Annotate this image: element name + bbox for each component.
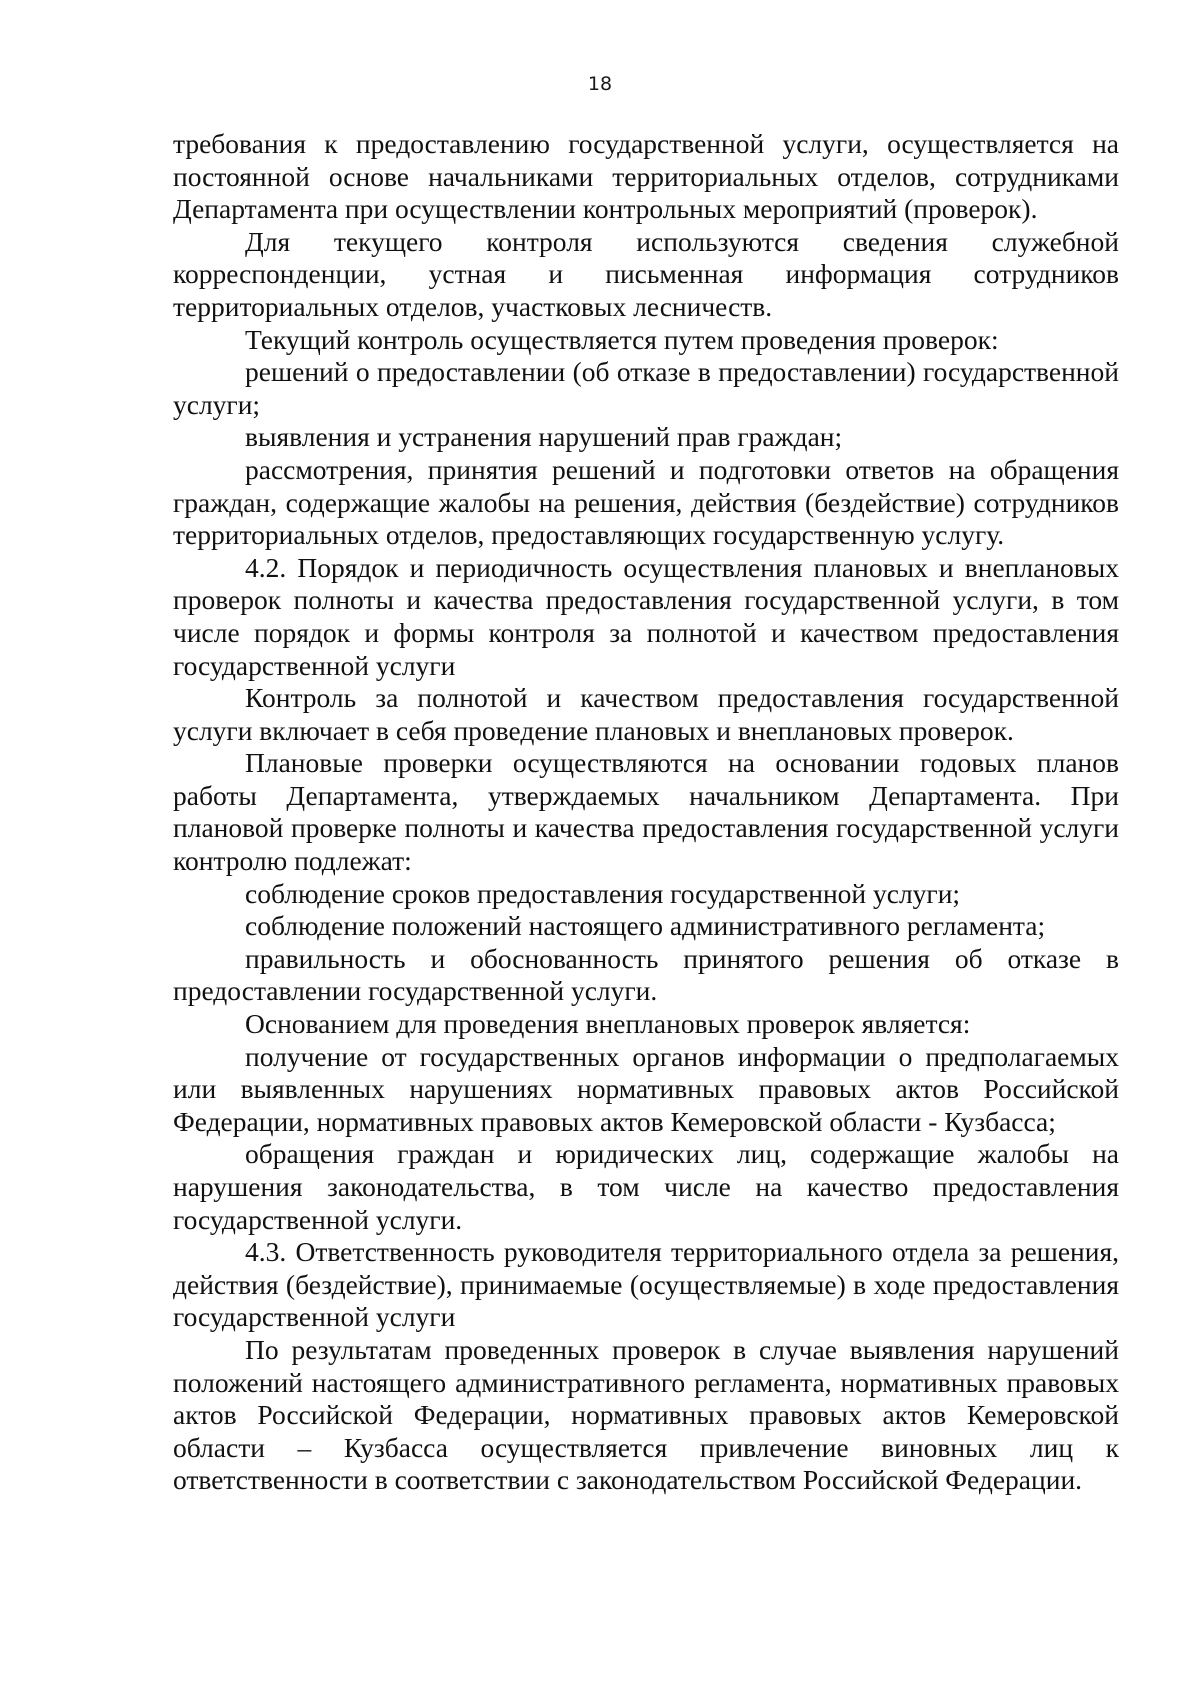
section-heading: 4.3. Ответственность руководителя территориального отдела за решения, действия (бездействие), принимаемые (осуществляемые) в ходе предоставления государственной услуги (173, 1236, 1119, 1333)
paragraph: получение от государственных органов информации о предполагаемых или выявленных нарушениях нормативных правовых актов Российской Федерации, нормативных правовых актов Кемеровской области - Кузбасса; (173, 1040, 1119, 1137)
paragraph: требования к предоставлению государственной услуги, осуществляется на постоянной основе начальниками территориальных отделов, сотрудниками Департамента при осуществлении контрольных мероприятий (проверок). (173, 128, 1119, 225)
paragraph: соблюдение сроков предоставления государственной услуги; (245, 877, 961, 909)
paragraph: решений о предоставлении (об отказе в предоставлении) государственной услуги; (173, 356, 1119, 420)
paragraph: Для текущего контроля используются сведения служебной корреспонденции, устная и письменная информация сотрудников территориальных отделов, участковых лесничеств. (173, 225, 1119, 322)
paragraph: обращения граждан и юридических лиц, содержащие жалобы на нарушения законодательства, в том числе на качество предоставления государственной услуги. (173, 1138, 1119, 1235)
section-heading: 4.2. Порядок и периодичность осуществления плановых и внеплановых проверок полноты и качества предоставления государственной услуги, в том числе порядок и формы контроля за полнотой и качеством предоставления государственной услуги (173, 551, 1119, 681)
document-body (173, 128, 1119, 1497)
paragraph: Текущий контроль осуществляется путем проведения проверок: (245, 323, 999, 355)
paragraph: Основанием для проведения внеплановых проверок является: (245, 1008, 971, 1040)
paragraph: выявления и устранения нарушений прав граждан; (245, 421, 843, 453)
paragraph: рассмотрения, принятия решений и подготовки ответов на обращения граждан, содержащие жалобы на решения, действия (бездействие) сотрудников территориальных отделов, предоставляющих государственную услугу. (173, 453, 1119, 551)
paragraph: соблюдение положений настоящего административного регламента; (245, 910, 1046, 942)
page-number: 18 (587, 73, 613, 95)
paragraph: По результатам проведенных проверок в случае выявления нарушений положений настоящего административного регламента, нормативных правовых актов Российской Федерации, нормативных правовых актов Кемеровской области – Кузбасса осуществляется привлечение виновных лиц к ответственности в соответствии с законодательством Российской Федерации. (173, 1333, 1119, 1496)
paragraph: правильность и обоснованность принятого решения об отказе в предоставлении государственной услуги. (173, 942, 1119, 1007)
paragraph: Плановые проверки осуществляются на основании годовых планов работы Департамента, утверждаемых начальником Департамента. При плановой проверке полноты и качества предоставления государственной услуги контролю подлежат: (173, 747, 1119, 877)
paragraph: Контроль за полнотой и качеством предоставления государственной услуги включает в себя проведение плановых и внеплановых проверок. (173, 682, 1119, 746)
